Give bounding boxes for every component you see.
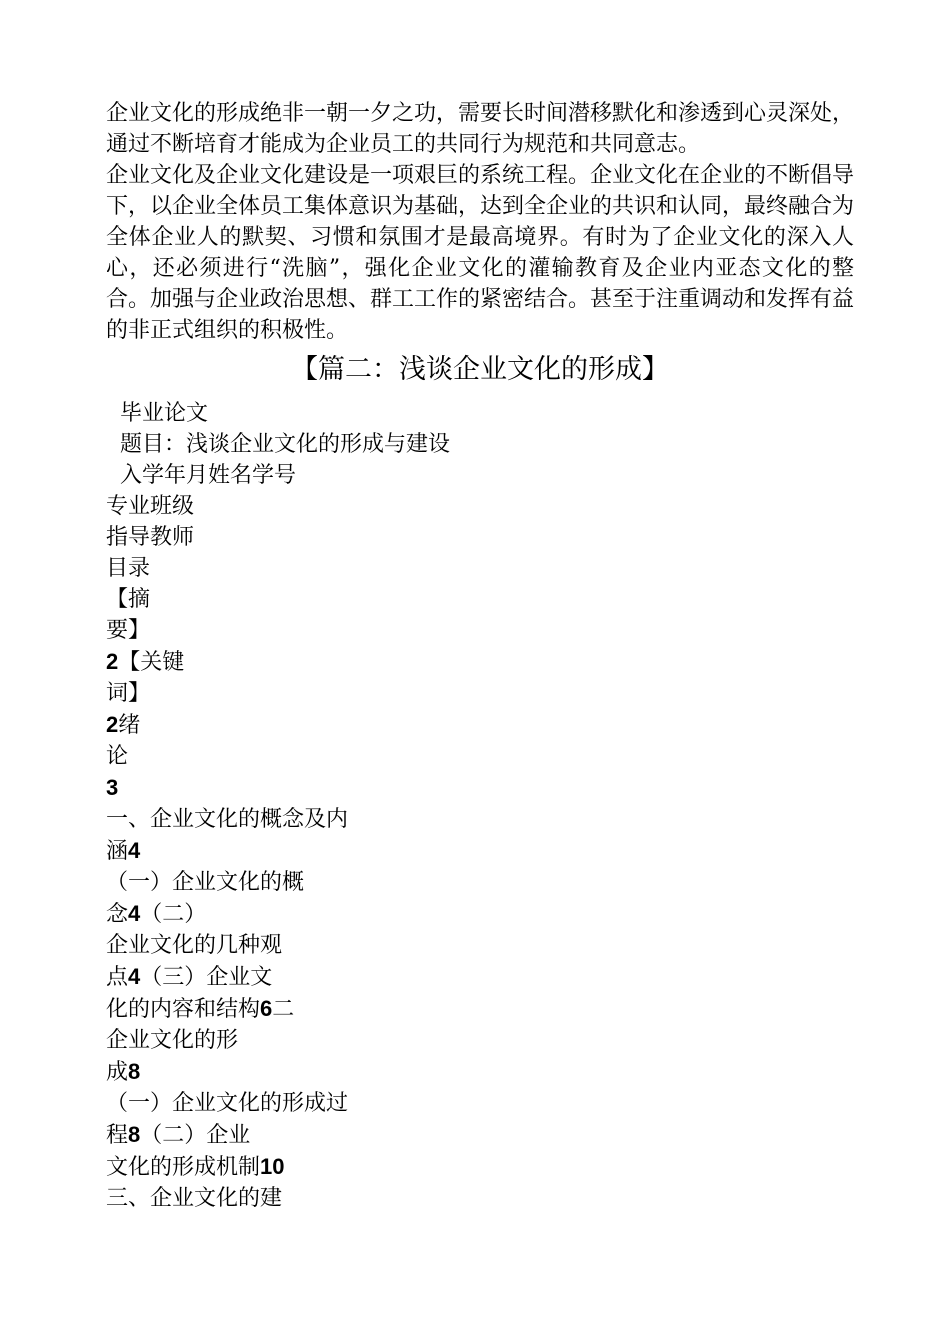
advisor: 指导教师	[106, 525, 195, 550]
toc-line	[106, 1151, 854, 1183]
thesis-label: 毕业论文	[120, 401, 209, 426]
toc-line	[106, 584, 854, 615]
toc-page-number: 4	[128, 964, 141, 989]
document-page	[106, 98, 854, 1214]
toc-line	[106, 1183, 854, 1214]
toc-text: （一）企业文化的形成过	[106, 1091, 349, 1116]
toc-page-number: 10	[260, 1154, 285, 1179]
toc-text: 点	[106, 965, 129, 990]
toc-line	[106, 867, 854, 898]
toc-page-number: 8	[128, 1122, 141, 1147]
toc-line	[106, 930, 854, 961]
toc-text: 企业文化的几种观	[106, 933, 283, 958]
toc-line	[106, 1088, 854, 1119]
toc-tail: （三）企业文	[140, 965, 273, 990]
toc-line	[106, 678, 854, 709]
toc-line	[106, 1056, 854, 1088]
toc-page-number: 2	[106, 712, 119, 737]
toc-line	[106, 709, 854, 741]
toc-line	[106, 993, 854, 1025]
toc-page-number: 4	[128, 838, 141, 863]
toc-text: 要】	[106, 618, 151, 643]
toc-text: 论	[106, 744, 129, 769]
toc-text: 词】	[106, 681, 151, 706]
toc-line	[106, 898, 854, 930]
toc-text: 成	[106, 1060, 129, 1085]
toc-text: 三、企业文化的建	[106, 1186, 283, 1211]
toc-text: 念	[106, 902, 129, 927]
toc-tail: 二	[272, 997, 295, 1022]
toc-page-number: 3	[106, 775, 119, 800]
toc-line	[106, 804, 854, 835]
toc-text: 【摘	[106, 587, 151, 612]
toc-text: 文化的形成机制	[106, 1155, 261, 1180]
toc-title: 目录	[106, 556, 151, 581]
enroll-line: 入学年月姓名学号	[120, 463, 297, 488]
toc-text: 程	[106, 1123, 129, 1148]
toc-line	[106, 1119, 854, 1151]
toc-text: 企业文化的形	[106, 1028, 239, 1053]
toc-tail: （二）企业	[140, 1123, 251, 1148]
toc-line	[106, 741, 854, 772]
toc-line	[106, 646, 854, 678]
toc-text: （一）企业文化的概	[106, 870, 305, 895]
toc-text: 涵	[106, 839, 129, 864]
toc-text: 【关键	[118, 650, 185, 675]
toc-line	[106, 772, 854, 804]
thesis-topic: 题目：浅谈企业文化的形成与建设	[120, 432, 451, 457]
toc-page-number: 2	[106, 649, 119, 674]
paragraph-1: 企业文化的形成绝非一朝一夕之功，需要长时间潜移默化和渗透到心灵深处，通过不断培育才能成为企业员工的共同行为规范和共同意志。	[106, 101, 855, 157]
toc-line	[106, 961, 854, 993]
toc-text: 化的内容和结构	[106, 997, 261, 1022]
toc-line	[106, 835, 854, 867]
major-class: 专业班级	[106, 494, 195, 519]
toc-tail: （二）	[140, 902, 207, 927]
toc-page-number: 8	[128, 1059, 141, 1084]
toc-text: 绪	[118, 713, 141, 738]
toc-line	[106, 615, 854, 646]
toc-text: 一、企业文化的概念及内	[106, 807, 349, 832]
toc-page-number: 4	[128, 901, 141, 926]
toc-line	[106, 1025, 854, 1056]
section-title: 【篇二：浅谈企业文化的形成】	[291, 354, 669, 385]
paragraph-2: 企业文化及企业文化建设是一项艰巨的系统工程。企业文化在企业的不断倡导下，以企业全体员工集体意识为基础，达到全企业的共识和认同，最终融合为全体企业人的默契、习惯和氛围才是最高境界。有时为了企业文化的深入人心，还必须进行“洗脑”，强化企业文化的灌输教育及企业内亚态文化的整合。加强与企业政治思想、群工工作的紧密结合。甚至于注重调动和发挥有益的非正式组织的积极性。	[106, 163, 855, 343]
toc-page-number: 6	[260, 996, 273, 1021]
